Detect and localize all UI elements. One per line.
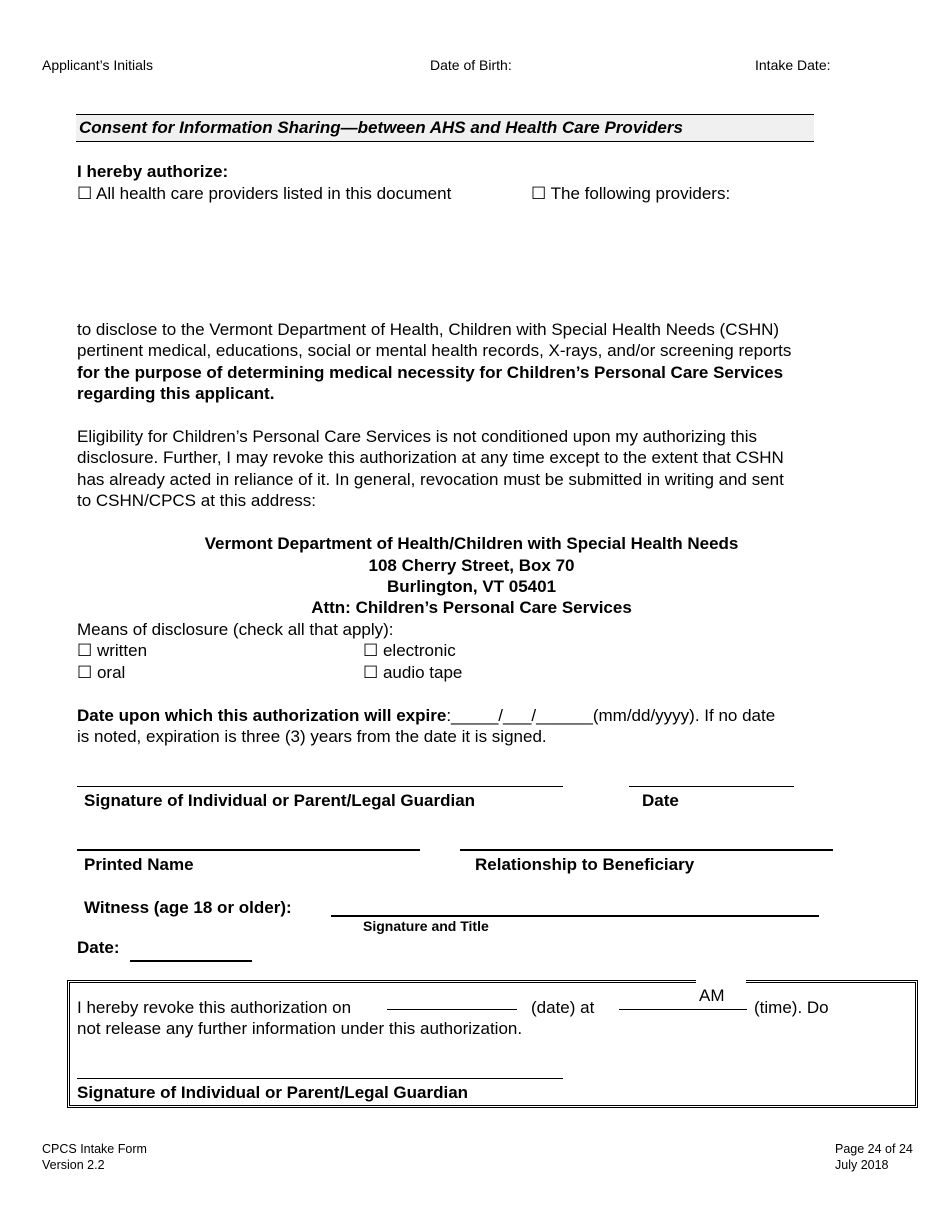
eligibility-line-4: to CSHN/CPCS at this address: xyxy=(77,491,317,510)
address-line-1: Vermont Department of Health/Children with Special Health Needs xyxy=(204,534,739,553)
date-of-birth-label: Date of Birth: xyxy=(430,57,512,73)
section-title: Consent for Information Sharing—between AHS and Health Care Providers xyxy=(79,118,683,137)
printed-name-line[interactable] xyxy=(77,849,420,851)
means-audio-checkbox[interactable]: ☐ audio tape xyxy=(363,663,463,682)
revoke-am-label: AM xyxy=(699,986,725,1005)
revoke-time-line[interactable] xyxy=(619,1009,747,1010)
eligibility-line-3: has already acted in reliance of it. In general, revocation must be submitted in writing and sent xyxy=(77,470,784,489)
revoke-text-2: not release any further information under this authorization. xyxy=(77,1019,523,1038)
footer-form-name: CPCS Intake Form xyxy=(42,1142,147,1156)
footer-page: Page 24 of 24 xyxy=(835,1142,913,1156)
revoke-signature-line[interactable] xyxy=(77,1078,563,1079)
revoke-signature-label: Signature of Individual or Parent/Legal Guardian xyxy=(77,1083,469,1102)
eligibility-line-1: Eligibility for Children’s Personal Care Services is not conditioned upon my authorizing this xyxy=(77,427,758,446)
disclose-line-4: regarding this applicant. xyxy=(77,384,275,403)
address-line-2: 108 Cherry Street, Box 70 xyxy=(368,556,575,575)
date2-label: Date: xyxy=(77,938,120,957)
option-following-providers[interactable]: ☐ The following providers: xyxy=(531,184,731,203)
expire-line-1 xyxy=(77,705,775,726)
revoke-time-label: (time). Do xyxy=(754,998,829,1017)
signature-label: Signature of Individual or Parent/Legal Guardian xyxy=(84,791,476,810)
disclose-line-2: pertinent medical, educations, social or mental health records, X-rays, and/or screening reports xyxy=(77,341,792,360)
intake-date-label: Intake Date: xyxy=(755,57,831,73)
signature-and-title-label: Signature and Title xyxy=(363,918,489,934)
disclose-line-1: to disclose to the Vermont Department of Health, Children with Special Health Needs (CSHN) xyxy=(77,320,780,339)
date-label: Date xyxy=(642,791,679,810)
signature-line[interactable] xyxy=(77,786,563,787)
witness-label: Witness (age 18 or older): xyxy=(84,898,292,917)
footer-date: July 2018 xyxy=(835,1158,889,1172)
means-electronic-checkbox[interactable]: ☐ electronic xyxy=(363,641,456,660)
relationship-line[interactable] xyxy=(460,849,833,851)
revoke-box-gap xyxy=(696,976,746,984)
printed-name-label: Printed Name xyxy=(84,855,194,874)
means-written-checkbox[interactable]: ☐ written xyxy=(77,641,148,660)
means-oral-checkbox[interactable]: ☐ oral xyxy=(77,663,126,682)
revoke-date-line[interactable] xyxy=(387,1009,517,1010)
option-all-providers[interactable]: ☐ All health care providers listed in this document xyxy=(77,184,452,203)
revoke-text-1: I hereby revoke this authorization on xyxy=(77,998,352,1017)
relationship-label: Relationship to Beneficiary xyxy=(475,855,695,874)
section-title-bar xyxy=(76,114,814,142)
witness-signature-line[interactable] xyxy=(331,915,819,917)
date2-line[interactable] xyxy=(130,960,252,962)
revoke-date-label: (date) at xyxy=(531,998,595,1017)
applicant-initials-label: Applicant’s Initials xyxy=(42,57,154,73)
expire-line-2: is noted, expiration is three (3) years from the date it is signed. xyxy=(77,727,547,746)
address-line-3: Burlington, VT 05401 xyxy=(386,577,557,596)
authorize-heading: I hereby authorize: xyxy=(77,162,229,181)
eligibility-line-2: disclosure. Further, I may revoke this authorization at any time except to the extent that CSHN xyxy=(77,448,784,467)
means-label: Means of disclosure (check all that apply): xyxy=(77,620,394,639)
footer-version: Version 2.2 xyxy=(42,1158,105,1172)
expire-date-field[interactable]: :_____/___/______(mm/dd/yyyy). If no date xyxy=(446,706,776,725)
disclose-line-3: for the purpose of determining medical necessity for Children’s Personal Care Services xyxy=(77,363,784,382)
address-line-4: Attn: Children’s Personal Care Services xyxy=(311,598,632,617)
expire-bold: Date upon which this authorization will expire xyxy=(77,706,447,725)
date-line[interactable] xyxy=(629,786,794,787)
